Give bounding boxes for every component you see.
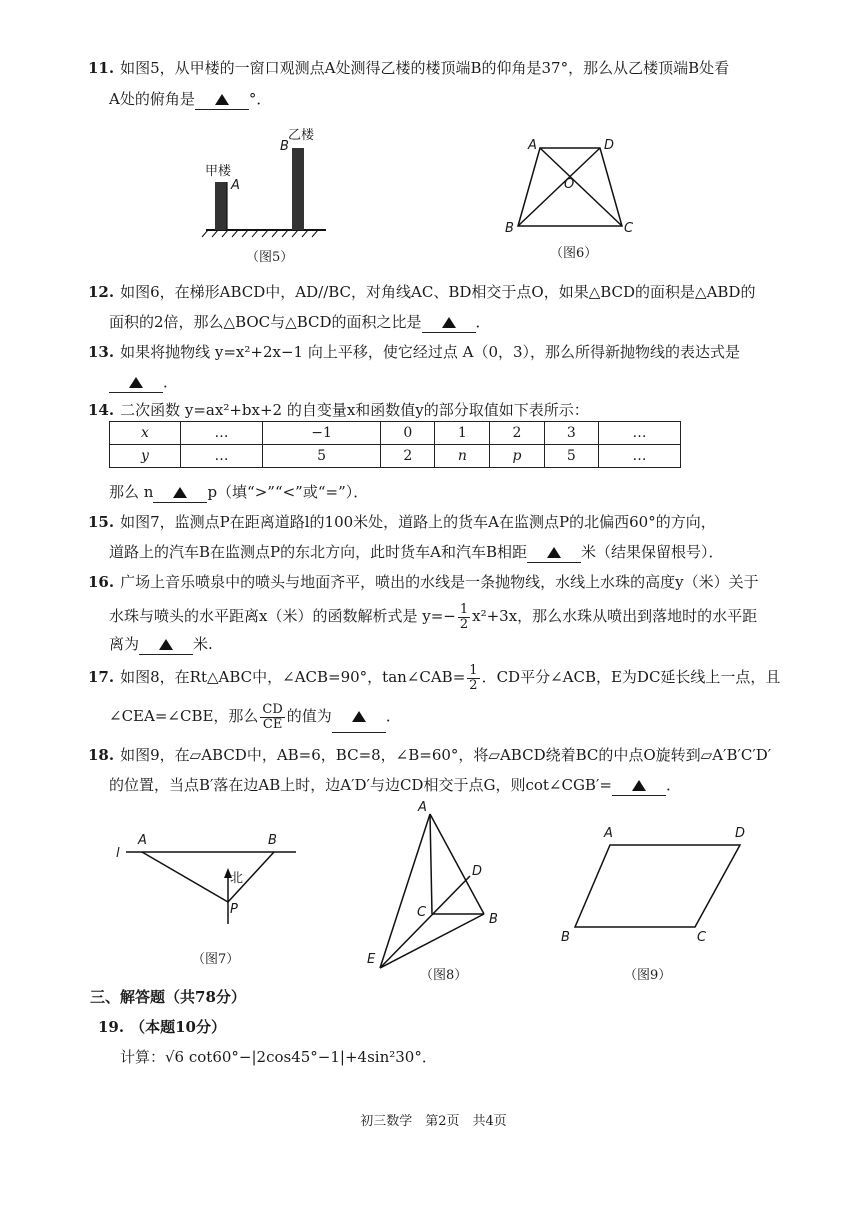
table-row-y — [110, 445, 681, 468]
table-cell: … — [181, 445, 263, 468]
fig8-label-e: E — [367, 952, 376, 967]
fig7-label-p: P — [230, 902, 238, 917]
fig9-label-b: B — [561, 930, 570, 945]
answer-blank-14 — [153, 482, 207, 503]
q12-line2: 面积的2倍，那么△BOC与△BCD的面积之比是 ． — [109, 313, 491, 331]
table-cell: 3 — [544, 422, 598, 445]
q19-calc: 计算：√6 cot60°−|2cos45°−1|+4sin²30°． — [120, 1048, 437, 1066]
fig8-caption: （图8） — [420, 968, 468, 983]
table-cell: −1 — [262, 422, 380, 445]
fig7-label-north: 北 — [230, 871, 244, 886]
answer-blank-18 — [612, 775, 666, 796]
triangle-icon — [215, 94, 229, 105]
table-header-x: x — [110, 422, 181, 445]
q16-line3: 离为 米. — [109, 635, 213, 653]
table-cell: … — [598, 422, 680, 445]
table-cell: n — [435, 445, 490, 468]
q15-line1: 15. 如图7，监测点P在距离道路l的100米处，道路上的货车A在监测点P的北偏西60°的方向， — [88, 513, 716, 531]
table-cell: 2 — [381, 445, 435, 468]
fig6-caption: （图6） — [550, 246, 598, 261]
q19-title: 19. （本题10分） — [98, 1018, 226, 1036]
q16-line1: 16. 广场上音乐喷泉中的喷头与地面齐平，喷出的水线是一条抛物线，水线上水珠的高度y（米）关于 — [88, 573, 759, 591]
fig8-label-a: A — [418, 800, 427, 815]
q16-line2: 水珠与喷头的水平距离x（米）的函数解析式是 y=− $\frac{1}{2}$ x²+3x，那么水珠从喷出到落地时的水平距 — [109, 601, 758, 632]
table-cell: 1 — [435, 422, 490, 445]
q12-line1: 12. 如图6，在梯形ABCD中，AD//BC，对角线AC、BD相交于点O，如果△BCD的面积是△ABD的 — [88, 283, 756, 301]
fraction: $\frac{1}{2}$ — [459, 601, 469, 632]
q17-line1: 17. 如图8，在Rt△ABC中，∠ACB=90°，tan∠CAB= $\frac{1}{2}$ ．CD平分∠ACB，E为DC延长线上一点，且 — [88, 662, 781, 693]
fig5-label-b: B — [280, 139, 289, 154]
figure-9 — [565, 835, 765, 935]
fig6-label-a: A — [528, 138, 537, 153]
fig7-label-b: B — [268, 833, 277, 848]
triangle-icon — [129, 377, 143, 388]
table-cell: 0 — [381, 422, 435, 445]
figure-8 — [370, 800, 500, 975]
answer-blank-17 — [332, 700, 386, 733]
fraction: $\frac{CD}{CE}$ — [262, 701, 283, 732]
q11-line2: A处的俯角是 °． — [109, 90, 272, 108]
table-header-y: y — [110, 445, 181, 468]
fig9-label-d: D — [735, 826, 746, 841]
fig6-label-b: B — [505, 221, 514, 236]
table-cell: 2 — [490, 422, 544, 445]
fig5-label-building-a: 甲楼 — [205, 164, 232, 179]
q13-line1: 13. 如果将抛物线 y=x²+2x−1 向上平移，使它经过点 A（0，3），那么所得新抛物线的表达式是 — [88, 343, 741, 361]
table-cell: 5 — [262, 445, 380, 468]
q14-line1: 14. 二次函数 y=ax²+bx+2 的自变量x和函数值y的部分取值如下表所示： — [88, 401, 589, 419]
triangle-icon — [159, 639, 173, 650]
q17-line2: ∠CEA=∠CBE，那么 $\frac{CD}{CE}$ 的值为 ． — [109, 701, 401, 732]
fig7-label-l: l — [116, 846, 120, 861]
fig5-label-a: A — [231, 178, 240, 193]
fig8-label-d: D — [472, 864, 483, 879]
page-footer: 初三数学 第2页 共4页 — [360, 1114, 507, 1129]
answer-blank-13 — [109, 372, 163, 393]
fig9-caption: （图9） — [624, 968, 672, 983]
building-b — [292, 148, 304, 230]
q15-line2: 道路上的汽车B在监测点P的东北方向，此时货车A和汽车B相距 米（结果保留根号）． — [109, 543, 724, 561]
fig5-caption: （图5） — [246, 250, 294, 265]
triangle-icon — [442, 317, 456, 328]
answer-blank-16 — [139, 634, 193, 655]
fig9-label-c: C — [697, 930, 707, 945]
q14-line2: 那么 n p（填“>”“<”或“=”）． — [109, 483, 369, 501]
fig8-label-b: B — [489, 912, 498, 927]
fig5-label-building-b: 乙楼 — [288, 128, 315, 143]
table-cell: 5 — [544, 445, 598, 468]
fig6-label-d: D — [604, 138, 615, 153]
table-cell: p — [490, 445, 544, 468]
value-table — [109, 421, 681, 468]
answer-blank-15 — [527, 542, 581, 563]
answer-blank-12 — [422, 312, 476, 333]
figure-5 — [200, 118, 340, 248]
building-a — [215, 182, 227, 230]
q11-line1: 11. 如图5，从甲楼的一窗口观测点A处测得乙楼的楼顶端B的仰角是37°，那么从乙楼顶端B处看 — [88, 59, 730, 77]
table-cell: … — [598, 445, 680, 468]
figure-7 — [118, 840, 308, 930]
q18-line1: 18. 如图9，在▱ABCD中，AB=6，BC=8，∠B=60°，将▱ABCD绕着BC的中点O旋转到▱A′B′C′D′ — [88, 746, 772, 764]
fig7-caption: （图7） — [192, 952, 240, 967]
table-row-x — [110, 422, 681, 445]
triangle-icon — [632, 780, 646, 791]
triangle-icon — [547, 547, 561, 558]
fraction: $\frac{1}{2}$ — [469, 662, 478, 693]
q13-line2: ． — [109, 372, 178, 393]
triangle-icon — [352, 711, 366, 722]
table-cell: … — [181, 422, 263, 445]
fig6-label-o: O — [564, 177, 575, 192]
triangle-icon — [173, 487, 187, 498]
fig9-label-a: A — [604, 826, 613, 841]
answer-blank-11 — [195, 89, 249, 110]
section-title: 三、解答题（共78分） — [90, 988, 246, 1006]
q18-line2: 的位置，当点B′落在边AB上时，边A′D′与边CD相交于点G，则cot∠CGB′= ． — [109, 776, 681, 794]
fig8-label-c: C — [417, 905, 427, 920]
fig6-label-c: C — [624, 221, 634, 236]
fig7-label-a: A — [138, 833, 147, 848]
